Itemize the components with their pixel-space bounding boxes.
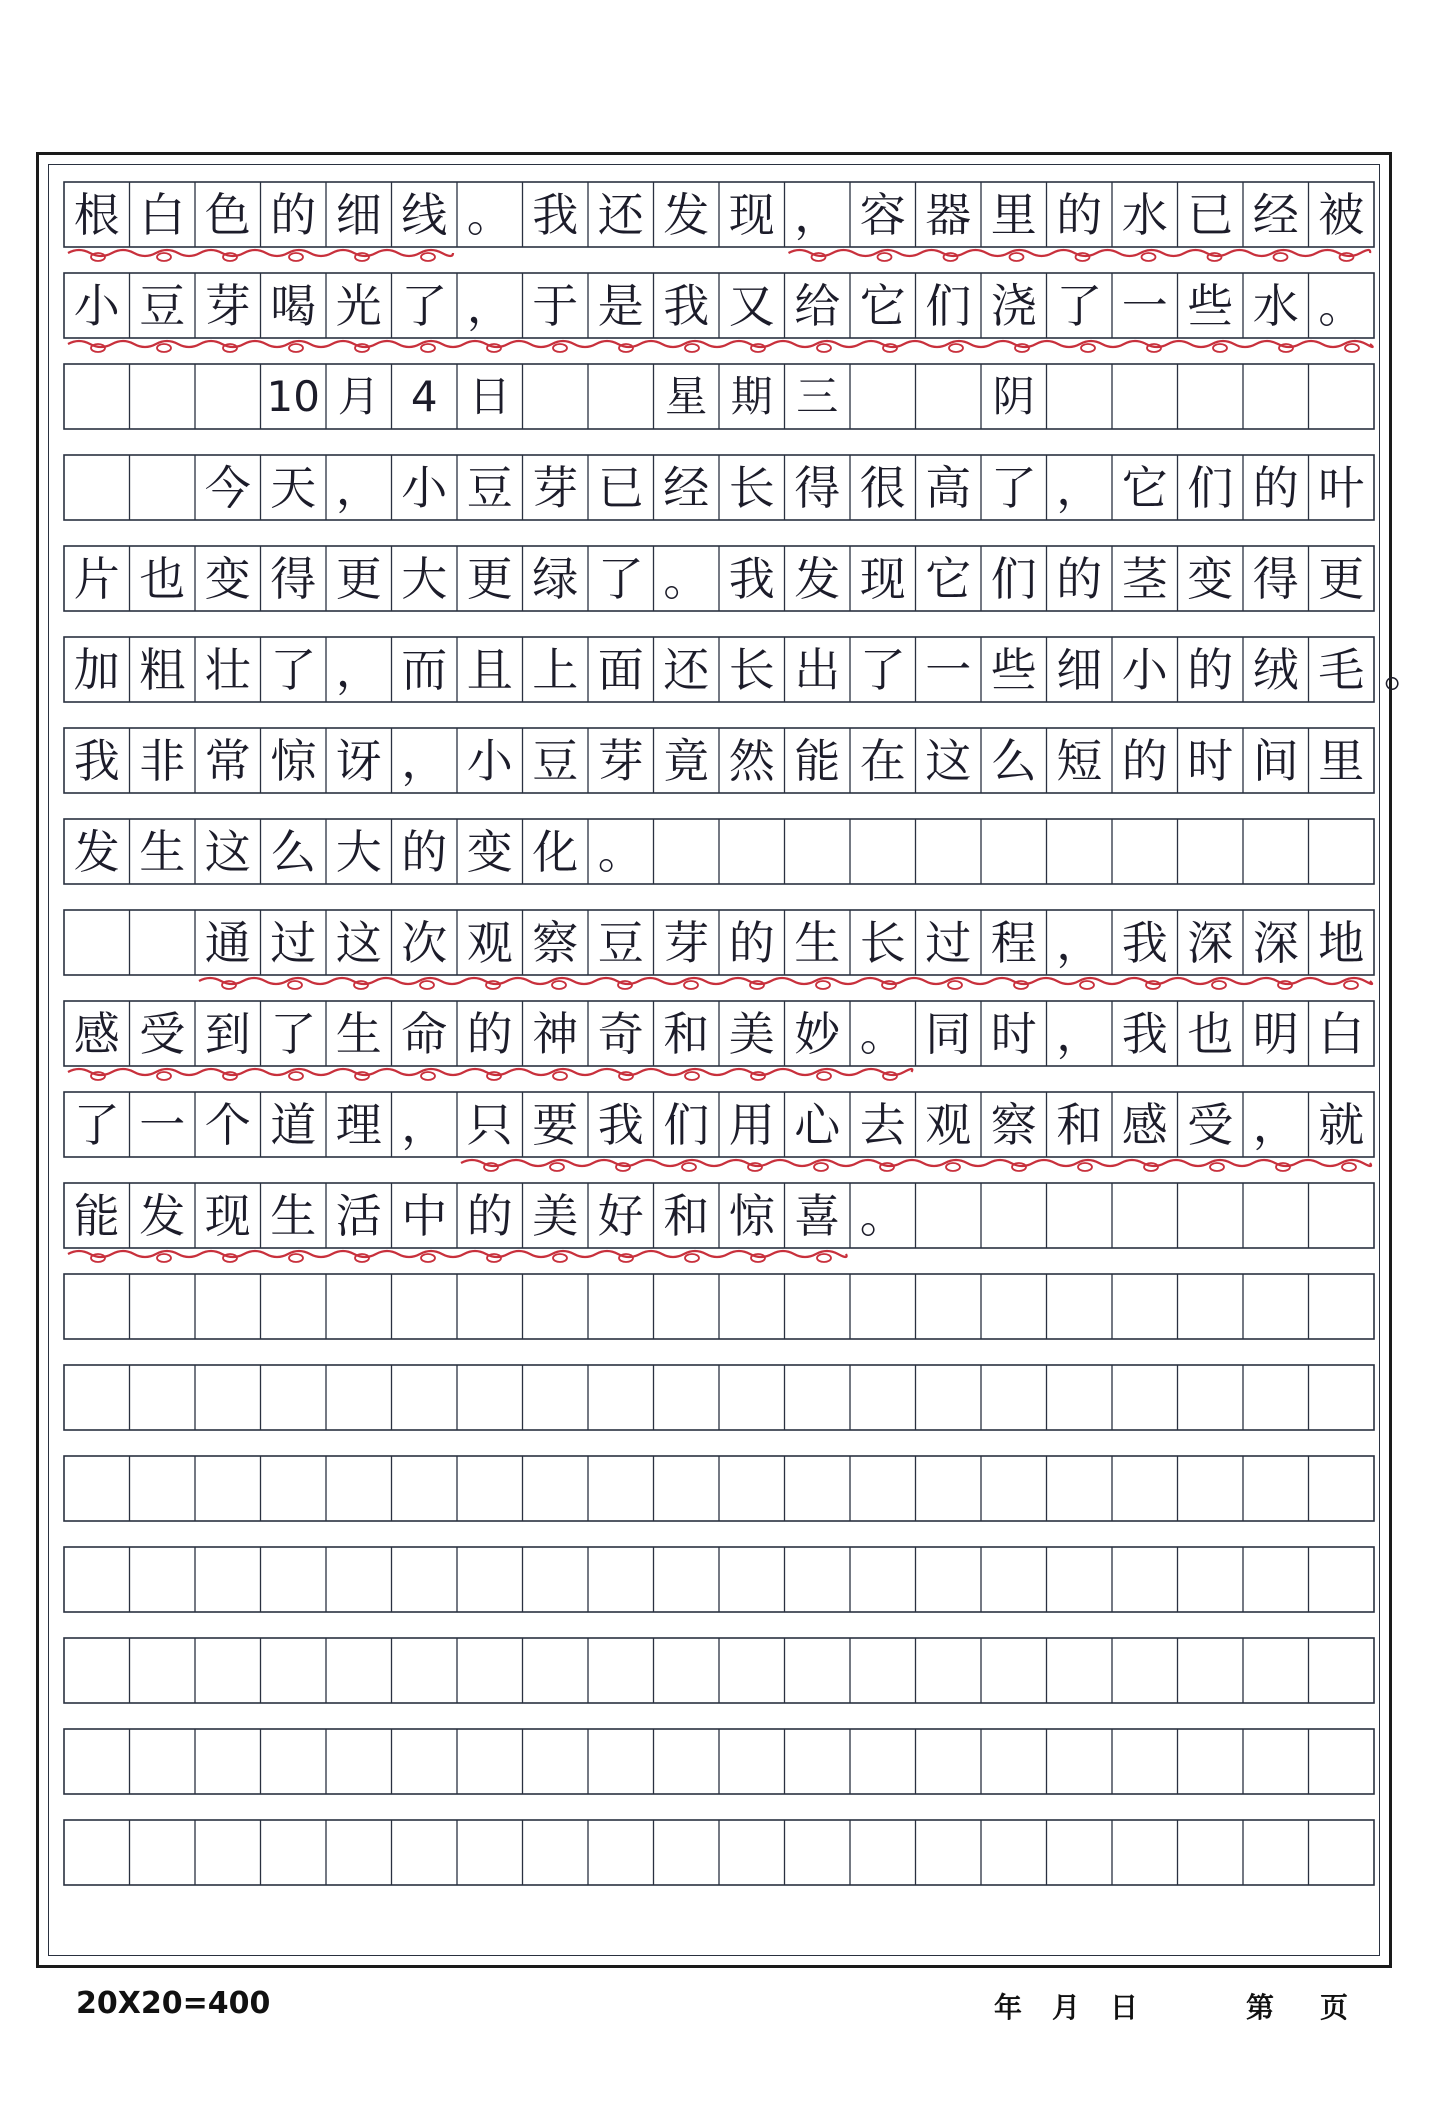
wavy-underline bbox=[68, 1251, 847, 1257]
essay-character: 毛 bbox=[1318, 642, 1365, 697]
essay-character: 然 bbox=[728, 733, 775, 788]
essay-character: 10 bbox=[266, 371, 320, 421]
underline-loop bbox=[682, 1163, 696, 1171]
essay-character: 美 bbox=[728, 1006, 775, 1061]
essay-character: 发 bbox=[663, 187, 710, 242]
essay-character: 。 bbox=[1318, 278, 1365, 333]
essay-character: 长 bbox=[859, 915, 906, 970]
essay-character: 惊 bbox=[728, 1188, 775, 1243]
essay-character: 三 bbox=[796, 371, 839, 421]
underline-loop bbox=[1345, 344, 1359, 352]
essay-character: 豆 bbox=[466, 460, 513, 515]
underline-loop bbox=[1274, 253, 1288, 261]
essay-character: 很 bbox=[859, 460, 906, 515]
essay-character: 要 bbox=[532, 1097, 579, 1152]
essay-character: 和 bbox=[663, 1006, 710, 1061]
essay-character: 水 bbox=[1252, 278, 1299, 333]
essay-character: 豆 bbox=[597, 915, 644, 970]
essay-character: 片 bbox=[73, 551, 120, 606]
underline-loop bbox=[816, 981, 830, 989]
underline-loop bbox=[949, 344, 963, 352]
essay-character: 活 bbox=[335, 1188, 382, 1243]
essay-character: 奇 bbox=[597, 1006, 644, 1061]
essay-character: 次 bbox=[401, 915, 448, 970]
underline-loop bbox=[1342, 1163, 1356, 1171]
footer-day-label: 日 bbox=[1110, 1991, 1139, 2024]
footer-year-label: 年 bbox=[994, 1991, 1023, 2024]
essay-character: 容 bbox=[859, 187, 906, 242]
essay-character: 地 bbox=[1318, 915, 1365, 970]
essay-character: 。 bbox=[663, 551, 710, 606]
essay-character: 短 bbox=[1056, 733, 1103, 788]
underline-loop bbox=[552, 981, 566, 989]
essay-character: 被 bbox=[1318, 187, 1365, 242]
essay-character: 喜 bbox=[794, 1188, 841, 1243]
essay-character: 了 bbox=[597, 551, 644, 606]
essay-character: 感 bbox=[73, 1006, 120, 1061]
underline-loop bbox=[421, 1072, 435, 1080]
essay-character: 变 bbox=[204, 551, 251, 606]
essay-character: 们 bbox=[990, 551, 1037, 606]
essay-character: 能 bbox=[794, 733, 841, 788]
essay-character: 和 bbox=[663, 1188, 710, 1243]
essay-character: ， bbox=[335, 460, 382, 515]
underline-loop bbox=[684, 981, 698, 989]
underline-loop bbox=[1010, 253, 1024, 261]
essay-character: 里 bbox=[990, 187, 1037, 242]
underline-loop bbox=[817, 1254, 831, 1262]
essay-character: 了 bbox=[1056, 278, 1103, 333]
essay-character: 长 bbox=[728, 460, 775, 515]
essay-character: 了 bbox=[859, 642, 906, 697]
essay-character: ， bbox=[466, 278, 513, 333]
essay-character: 了 bbox=[401, 278, 448, 333]
essay-character: 深 bbox=[1187, 915, 1234, 970]
page-date-footer bbox=[0, 1986, 1440, 2026]
underline-loop bbox=[1080, 981, 1094, 989]
essay-character: 浇 bbox=[990, 278, 1037, 333]
essay-character: 豆 bbox=[139, 278, 186, 333]
essay-character: 好 bbox=[597, 1188, 644, 1243]
essay-character: 小 bbox=[73, 278, 120, 333]
essay-character: 间 bbox=[1252, 733, 1299, 788]
underline-loop bbox=[157, 1072, 171, 1080]
wavy-underline bbox=[461, 1160, 1371, 1166]
essay-character: 壮 bbox=[204, 642, 251, 697]
essay-character: 这 bbox=[335, 915, 382, 970]
essay-character: 加 bbox=[73, 642, 120, 697]
essay-character: 芽 bbox=[204, 278, 251, 333]
essay-character: 惊 bbox=[270, 733, 317, 788]
underline-loop bbox=[553, 1072, 567, 1080]
essay-character: 观 bbox=[925, 1097, 972, 1152]
essay-character: 一 bbox=[139, 1097, 186, 1152]
footer-month-label: 月 bbox=[1052, 1991, 1081, 2024]
essay-character: 也 bbox=[1187, 1006, 1234, 1061]
essay-character: 讶 bbox=[335, 733, 382, 788]
essay-character: 的 bbox=[728, 915, 775, 970]
essay-character: 月 bbox=[337, 371, 380, 421]
essay-character: 和 bbox=[1056, 1097, 1103, 1152]
essay-character: 日 bbox=[468, 371, 511, 421]
essay-character: 大 bbox=[401, 551, 448, 606]
essay-character: ， bbox=[1252, 1097, 1299, 1152]
essay-character: 的 bbox=[1252, 460, 1299, 515]
essay-character: 。 bbox=[1383, 642, 1430, 697]
essay-character: 得 bbox=[1252, 551, 1299, 606]
essay-character: 非 bbox=[139, 733, 186, 788]
essay-character: 现 bbox=[859, 551, 906, 606]
underline-loop bbox=[288, 981, 302, 989]
essay-character: 又 bbox=[728, 278, 775, 333]
essay-character: 生 bbox=[139, 824, 186, 879]
underline-loop bbox=[685, 344, 699, 352]
essay-character: 现 bbox=[728, 187, 775, 242]
essay-character: 绒 bbox=[1252, 642, 1299, 697]
underline-loop bbox=[1081, 344, 1095, 352]
essay-character: 芽 bbox=[663, 915, 710, 970]
underline-loop bbox=[1344, 981, 1358, 989]
underline-loop bbox=[1142, 253, 1156, 261]
essay-character: 还 bbox=[663, 642, 710, 697]
essay-character: 我 bbox=[1121, 1006, 1168, 1061]
underline-loop bbox=[878, 253, 892, 261]
essay-character: 。 bbox=[859, 1006, 906, 1061]
underline-loop bbox=[1078, 1163, 1092, 1171]
essay-character: 豆 bbox=[532, 733, 579, 788]
essay-character: 得 bbox=[794, 460, 841, 515]
essay-character: 的 bbox=[401, 824, 448, 879]
essay-character: 妙 bbox=[794, 1006, 841, 1061]
essay-character: 粗 bbox=[139, 642, 186, 697]
essay-character: 大 bbox=[335, 824, 382, 879]
essay-character: 芽 bbox=[532, 460, 579, 515]
wavy-underline bbox=[68, 341, 1373, 347]
essay-character: ， bbox=[1056, 460, 1103, 515]
underline-loop bbox=[814, 1163, 828, 1171]
essay-character: 美 bbox=[532, 1188, 579, 1243]
essay-character: 今 bbox=[204, 460, 251, 515]
underline-loop bbox=[157, 1254, 171, 1262]
essay-character: 生 bbox=[335, 1006, 382, 1061]
underline-loop bbox=[553, 1254, 567, 1262]
essay-character: 经 bbox=[1252, 187, 1299, 242]
essay-character: 里 bbox=[1318, 733, 1365, 788]
essay-character: 感 bbox=[1121, 1097, 1168, 1152]
essay-character: ， bbox=[335, 642, 382, 697]
wavy-underline bbox=[199, 978, 1372, 984]
essay-character: 叶 bbox=[1318, 460, 1365, 515]
essay-character: 我 bbox=[663, 278, 710, 333]
essay-character: 生 bbox=[270, 1188, 317, 1243]
underline-loop bbox=[289, 1072, 303, 1080]
essay-character: 水 bbox=[1121, 187, 1168, 242]
essay-character: 我 bbox=[1121, 915, 1168, 970]
essay-character: 受 bbox=[1187, 1097, 1234, 1152]
essay-character: 喝 bbox=[270, 278, 317, 333]
essay-character: 的 bbox=[466, 1006, 513, 1061]
essay-character: 通 bbox=[204, 915, 251, 970]
essay-character: 发 bbox=[139, 1188, 186, 1243]
essay-character: 面 bbox=[597, 642, 644, 697]
underline-loop bbox=[289, 1254, 303, 1262]
underline-loop bbox=[157, 344, 171, 352]
essay-character: 时 bbox=[990, 1006, 1037, 1061]
essay-character: 的 bbox=[466, 1188, 513, 1243]
essay-character: 芽 bbox=[597, 733, 644, 788]
essay-character: 命 bbox=[401, 1006, 448, 1061]
essay-character: 竟 bbox=[663, 733, 710, 788]
essay-character: 更 bbox=[1318, 551, 1365, 606]
essay-character: 小 bbox=[401, 460, 448, 515]
essay-character: 而 bbox=[401, 642, 448, 697]
essay-character: 。 bbox=[466, 187, 513, 242]
essay-character: 过 bbox=[925, 915, 972, 970]
essay-character: 得 bbox=[270, 551, 317, 606]
essay-character: 细 bbox=[335, 187, 382, 242]
essay-character: ， bbox=[1056, 915, 1103, 970]
essay-character: 用 bbox=[728, 1097, 775, 1152]
footer-page-suffix: 页 bbox=[1320, 1991, 1349, 2024]
underline-loop bbox=[421, 344, 435, 352]
grid-spec-label: 20X20=400 bbox=[76, 1986, 271, 2021]
essay-character: 是 bbox=[597, 278, 644, 333]
essay-character: 还 bbox=[597, 187, 644, 242]
essay-character: 们 bbox=[663, 1097, 710, 1152]
underline-loop bbox=[420, 981, 434, 989]
essay-character: 能 bbox=[73, 1188, 120, 1243]
essay-character: 这 bbox=[204, 824, 251, 879]
underline-loop bbox=[817, 1072, 831, 1080]
underline-loop bbox=[948, 981, 962, 989]
essay-character: 天 bbox=[270, 460, 317, 515]
underline-loop bbox=[553, 344, 567, 352]
essay-character: 深 bbox=[1252, 915, 1299, 970]
essay-character: 细 bbox=[1056, 642, 1103, 697]
essay-character: 道 bbox=[270, 1097, 317, 1152]
essay-character: 白 bbox=[1318, 1006, 1365, 1061]
essay-character: 我 bbox=[73, 733, 120, 788]
essay-character: 过 bbox=[270, 915, 317, 970]
essay-character: 线 bbox=[401, 187, 448, 242]
essay-character: 绿 bbox=[532, 551, 579, 606]
essay-character: 。 bbox=[597, 824, 644, 879]
essay-character: 更 bbox=[466, 551, 513, 606]
essay-character: 经 bbox=[663, 460, 710, 515]
wavy-underline bbox=[68, 250, 453, 256]
underline-loop bbox=[1213, 344, 1227, 352]
essay-character: 察 bbox=[532, 915, 579, 970]
essay-character: 现 bbox=[204, 1188, 251, 1243]
essay-character: 一 bbox=[1121, 278, 1168, 333]
essay-character: 我 bbox=[728, 551, 775, 606]
essay-character: 发 bbox=[794, 551, 841, 606]
underline-loop bbox=[421, 253, 435, 261]
underline-loop bbox=[550, 1163, 564, 1171]
essay-character: ， bbox=[1056, 1006, 1103, 1061]
essay-character: 更 bbox=[335, 551, 382, 606]
essay-character: 发 bbox=[73, 824, 120, 879]
essay-character: 的 bbox=[1056, 551, 1103, 606]
essay-character: 生 bbox=[794, 915, 841, 970]
essay-character: ， bbox=[401, 1097, 448, 1152]
essay-character: 程 bbox=[990, 915, 1037, 970]
essay-character: 明 bbox=[1252, 1006, 1299, 1061]
essay-character: 了 bbox=[270, 1006, 317, 1061]
essay-character: 么 bbox=[270, 824, 317, 879]
footer-page-prefix: 第 bbox=[1246, 1991, 1275, 2024]
essay-character: 这 bbox=[925, 733, 972, 788]
underline-loop bbox=[817, 344, 831, 352]
essay-character: 期 bbox=[730, 371, 773, 421]
underline-loop bbox=[946, 1163, 960, 1171]
essay-character: 化 bbox=[532, 824, 579, 879]
essay-character: 去 bbox=[859, 1097, 906, 1152]
essay-character: 根 bbox=[73, 187, 120, 242]
essay-character: 的 bbox=[1187, 642, 1234, 697]
underline-loop bbox=[289, 253, 303, 261]
essay-character: 么 bbox=[990, 733, 1037, 788]
essay-character: 已 bbox=[597, 460, 644, 515]
essay-character: 给 bbox=[794, 278, 841, 333]
essay-character: 它 bbox=[1121, 460, 1168, 515]
essay-character: 理 bbox=[335, 1097, 382, 1152]
essay-character: 的 bbox=[1056, 187, 1103, 242]
essay-character: 些 bbox=[990, 642, 1037, 697]
essay-character: 高 bbox=[925, 460, 972, 515]
essay-character: 出 bbox=[794, 642, 841, 697]
essay-character: 阴 bbox=[992, 371, 1035, 421]
essay-character: 我 bbox=[597, 1097, 644, 1152]
essay-character: 光 bbox=[335, 278, 382, 333]
essay-character: 同 bbox=[925, 1006, 972, 1061]
underline-loop bbox=[1212, 981, 1226, 989]
essay-character: 了 bbox=[270, 642, 317, 697]
underline-loop bbox=[685, 1072, 699, 1080]
essay-character: 了 bbox=[73, 1097, 120, 1152]
essay-character: 4 bbox=[410, 371, 438, 421]
essay-character: 只 bbox=[466, 1097, 513, 1152]
essay-character: 变 bbox=[1187, 551, 1234, 606]
essay-character: 它 bbox=[925, 551, 972, 606]
essay-character: 色 bbox=[204, 187, 251, 242]
essay-character: 茎 bbox=[1121, 551, 1168, 606]
essay-character: 神 bbox=[532, 1006, 579, 1061]
essay-character: 时 bbox=[1187, 733, 1234, 788]
underline-loop bbox=[421, 1254, 435, 1262]
essay-character: 到 bbox=[204, 1006, 251, 1061]
essay-character: 于 bbox=[532, 278, 579, 333]
essay-character: 白 bbox=[139, 187, 186, 242]
essay-character: 受 bbox=[139, 1006, 186, 1061]
essay-character: 的 bbox=[1121, 733, 1168, 788]
underline-loop bbox=[157, 253, 171, 261]
essay-character: 就 bbox=[1318, 1097, 1365, 1152]
essay-character: 小 bbox=[466, 733, 513, 788]
essay-character: 个 bbox=[204, 1097, 251, 1152]
essay-character: ， bbox=[401, 733, 448, 788]
essay-character: 的 bbox=[270, 187, 317, 242]
essay-character: 了 bbox=[990, 460, 1037, 515]
essay-character: 在 bbox=[859, 733, 906, 788]
essay-character: 们 bbox=[925, 278, 972, 333]
essay-character: ， bbox=[794, 187, 841, 242]
essay-character: 长 bbox=[728, 642, 775, 697]
essay-character: 我 bbox=[532, 187, 579, 242]
essay-character: 们 bbox=[1187, 460, 1234, 515]
underline-loop bbox=[289, 344, 303, 352]
essay-character: 星 bbox=[665, 371, 708, 421]
essay-character: 常 bbox=[204, 733, 251, 788]
underline-loop bbox=[1210, 1163, 1224, 1171]
essay-character: 小 bbox=[1121, 642, 1168, 697]
essay-character: 它 bbox=[859, 278, 906, 333]
essay-character: 些 bbox=[1187, 278, 1234, 333]
essay-character: 一 bbox=[925, 642, 972, 697]
essay-character: 上 bbox=[532, 642, 579, 697]
essay-character: 。 bbox=[859, 1188, 906, 1243]
essay-character: 中 bbox=[401, 1188, 448, 1243]
essay-character: 变 bbox=[466, 824, 513, 879]
underline-loop bbox=[685, 1254, 699, 1262]
essay-character: 观 bbox=[466, 915, 513, 970]
essay-character: 也 bbox=[139, 551, 186, 606]
essay-character: 且 bbox=[466, 642, 513, 697]
essay-character: 察 bbox=[990, 1097, 1037, 1152]
essay-character: 心 bbox=[794, 1097, 841, 1152]
essay-character: 器 bbox=[925, 187, 972, 242]
essay-character: 已 bbox=[1187, 187, 1234, 242]
